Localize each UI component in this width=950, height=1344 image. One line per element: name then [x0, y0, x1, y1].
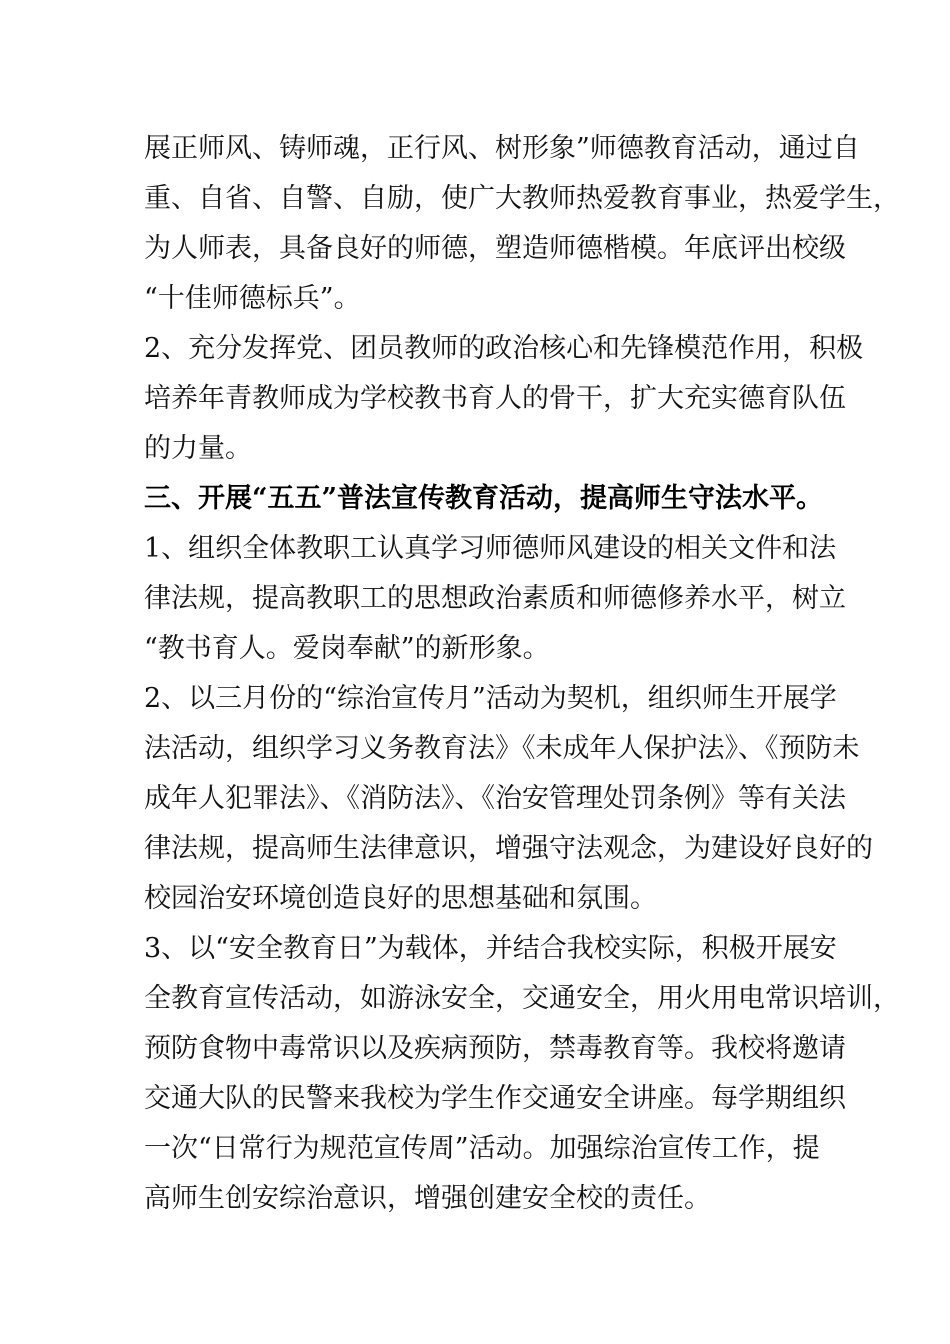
text-line: “十佳师德标兵”。 [144, 283, 361, 314]
text-line: 法活动，组织学习义务教育法》《未成年人保护法》、《预防未 [144, 733, 860, 764]
text-line: 1、组织全体教职工认真学习师德师风建设的相关文件和法 [144, 533, 837, 564]
section-heading: 三、开展“五五”普法宣传教育活动，提高师生守法水平。 [144, 483, 824, 514]
text-line: 律法规，提高师生法律意识，增强守法观念，为建设好良好的 [144, 833, 873, 864]
text-line: 的力量。 [144, 433, 252, 464]
text-line: 律法规，提高教职工的思想政治素质和师德修养水平，树立 [144, 583, 846, 614]
text-line: 交通大队的民警来我校为学生作交通安全讲座。每学期组织 [144, 1083, 846, 1114]
text-line: 校园治安环境创造良好的思想基础和氛围。 [144, 883, 657, 914]
text-line: 成年人犯罪法》、《消防法》、《治安管理处罚条例》等有关法 [144, 783, 846, 814]
text-line: 培养年青教师成为学校教书育人的骨干，扩大充实德育队伍 [144, 383, 846, 414]
text-line: 重、自省、自警、自励，使广大教师热爱教育事业，热爱学生， [144, 183, 900, 214]
text-line: 2、以三月份的“综治宣传月”活动为契机，组织师生开展学 [144, 683, 837, 714]
text-line: 展正师风、铸师魂，正行风、树形象”师德教育活动，通过自 [144, 133, 860, 164]
text-line: 预防食物中毒常识以及疾病预防，禁毒教育等。我校将邀请 [144, 1033, 846, 1064]
document-body [144, 124, 900, 1224]
text-line: 2、充分发挥党、团员教师的政治核心和先锋模范作用，积极 [144, 333, 864, 364]
text-line: 全教育宣传活动，如游泳安全，交通安全，用火用电常识培训， [144, 983, 900, 1014]
text-line: 高师生创安综治意识，增强创建安全校的责任。 [144, 1183, 711, 1214]
text-line: “教书育人。爱岗奉献”的新形象。 [144, 633, 550, 664]
text-line: 3、以“安全教育日”为载体，并结合我校实际，积极开展安 [144, 933, 837, 964]
text-line: 一次“日常行为规范宣传周”活动。加强综治宣传工作，提 [144, 1133, 820, 1164]
text-line: 为人师表，具备良好的师德，塑造师德楷模。年底评出校级 [144, 233, 846, 264]
